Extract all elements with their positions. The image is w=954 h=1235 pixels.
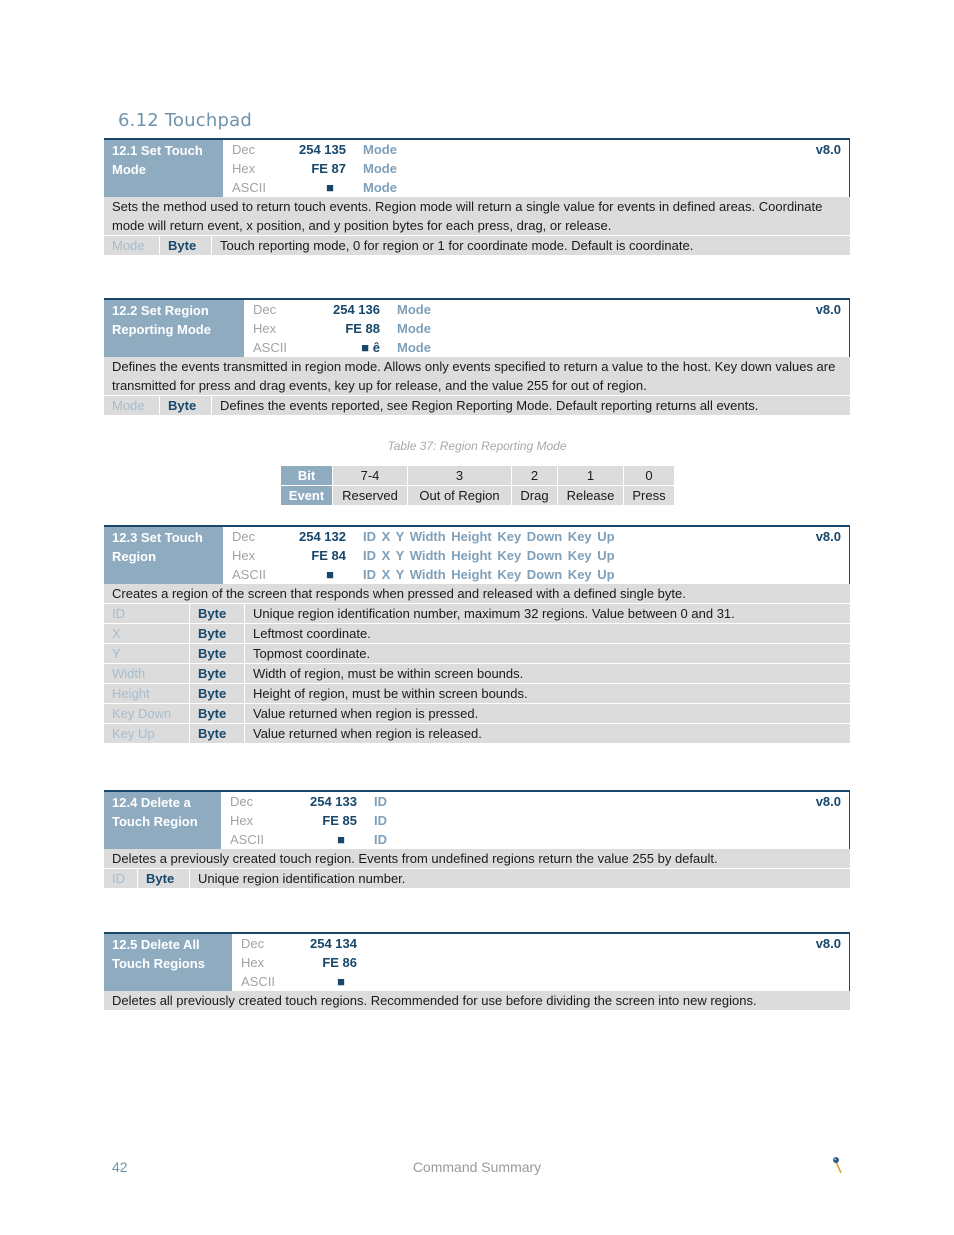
param-description: Unique region identification number, maximum 32 regions. Value between 0 and 31. bbox=[253, 606, 735, 621]
ascii-params: ID bbox=[374, 832, 387, 847]
hex-params: ID X Y Width Height Key Down Key Up bbox=[363, 548, 615, 563]
table-row bbox=[281, 486, 675, 506]
version-badge: v8.0 bbox=[815, 936, 841, 951]
version-badge: v8.0 bbox=[815, 302, 841, 317]
param-type: Byte bbox=[190, 624, 245, 643]
param-description: Unique region identification number. bbox=[198, 871, 406, 886]
param-name: Key Down bbox=[104, 704, 190, 723]
command-description: Deletes a previously created touch region. Events from undefined regions return the value 255 by default. bbox=[104, 849, 850, 869]
param-row bbox=[104, 704, 850, 724]
dec-params: Mode bbox=[397, 302, 431, 317]
param-name: Key Up bbox=[104, 724, 190, 743]
dec-value: 254 136 bbox=[333, 302, 380, 317]
command-delete-touch-region bbox=[104, 790, 850, 889]
table-row bbox=[281, 466, 675, 486]
ascii-label: ASCII bbox=[253, 340, 287, 355]
ascii-params: ID X Y Width Height Key Down Key Up bbox=[363, 567, 615, 582]
dec-value: 254 134 bbox=[310, 936, 357, 951]
param-name: Mode bbox=[104, 236, 160, 255]
param-row bbox=[104, 236, 850, 256]
param-description: Leftmost coordinate. bbox=[253, 626, 371, 641]
command-codes bbox=[244, 300, 849, 357]
footer-title: Command Summary bbox=[412, 1159, 542, 1175]
command-set-touch-region bbox=[104, 525, 850, 744]
param-description: Height of region, must be within screen bounds. bbox=[253, 686, 528, 701]
param-row bbox=[104, 684, 850, 704]
hex-params: Mode bbox=[397, 321, 431, 336]
param-description: Width of region, must be within screen bounds. bbox=[253, 666, 524, 681]
version-badge: v8.0 bbox=[815, 794, 841, 809]
logo-icon bbox=[830, 1156, 844, 1174]
param-name: X bbox=[104, 624, 190, 643]
command-description: Creates a region of the screen that responds when pressed and released with a defined single byte. bbox=[104, 584, 850, 604]
table-cell: 7-4 bbox=[333, 466, 408, 486]
command-header bbox=[104, 298, 850, 357]
ascii-value: ■ ê bbox=[361, 340, 380, 355]
dec-label: Dec bbox=[232, 142, 256, 157]
command-description: Deletes all previously created touch regions. Recommended for use before dividing the screen into new regions. bbox=[104, 991, 850, 1011]
command-name: 12.4 Delete a Touch Region bbox=[104, 792, 221, 849]
param-row bbox=[104, 664, 850, 684]
param-name: Mode bbox=[104, 396, 160, 415]
page-number: 42 bbox=[112, 1159, 128, 1175]
param-row bbox=[104, 604, 850, 624]
dec-label: Dec bbox=[253, 302, 277, 317]
ascii-label: ASCII bbox=[241, 974, 275, 989]
hex-params: ID bbox=[374, 813, 387, 828]
ascii-params: Mode bbox=[397, 340, 431, 355]
command-description: Defines the events transmitted in region mode. Allows only events specified to return a value to the host. Key down values are transmitted for press and drag events, key up for release, and the value 255 for out of region. bbox=[104, 357, 850, 396]
dec-params: ID X Y Width Height Key Down Key Up bbox=[363, 529, 615, 544]
dec-label: Dec bbox=[230, 794, 254, 809]
param-description: Topmost coordinate. bbox=[253, 646, 371, 661]
hex-value: FE 88 bbox=[345, 321, 380, 336]
param-name: Width bbox=[104, 664, 190, 683]
param-row bbox=[104, 396, 850, 416]
version-badge: v8.0 bbox=[815, 142, 841, 157]
ascii-value: ■ bbox=[337, 974, 345, 989]
command-codes bbox=[221, 792, 849, 849]
ascii-value: ■ bbox=[337, 832, 345, 847]
param-row bbox=[104, 644, 850, 664]
param-name: ID bbox=[104, 869, 138, 888]
dec-value: 254 133 bbox=[310, 794, 357, 809]
param-row bbox=[104, 869, 850, 889]
table-caption: Table 37: Region Reporting Mode bbox=[387, 439, 567, 453]
param-description: Value returned when region is released. bbox=[253, 726, 482, 741]
dec-label: Dec bbox=[241, 936, 265, 951]
param-type: Byte bbox=[190, 644, 245, 663]
hex-params: Mode bbox=[363, 161, 397, 176]
param-type: Byte bbox=[160, 236, 212, 255]
param-type: Byte bbox=[190, 684, 245, 703]
dec-params: ID bbox=[374, 794, 387, 809]
ascii-params: Mode bbox=[363, 180, 397, 195]
table-cell: Out of Region bbox=[408, 486, 512, 506]
hex-label: Hex bbox=[253, 321, 277, 336]
hex-label: Hex bbox=[230, 813, 254, 828]
ascii-label: ASCII bbox=[230, 832, 264, 847]
table-cell: 0 bbox=[624, 466, 675, 486]
command-name: 12.3 Set Touch Region bbox=[104, 527, 223, 584]
region-reporting-table bbox=[280, 465, 675, 506]
hex-label: Hex bbox=[232, 548, 256, 563]
command-description: Sets the method used to return touch events. Region mode will return a single value for events in defined areas. Coordinate mode will return event, x position, and y position bytes for each press, drag, or release. bbox=[104, 197, 850, 236]
table-cell: 3 bbox=[408, 466, 512, 486]
param-row bbox=[104, 624, 850, 644]
command-header bbox=[104, 790, 850, 849]
bit-header: Bit bbox=[281, 466, 333, 486]
table-cell: Release bbox=[558, 486, 624, 506]
param-description: Value returned when region is pressed. bbox=[253, 706, 479, 721]
param-type: Byte bbox=[190, 724, 245, 743]
hex-value: FE 86 bbox=[322, 955, 357, 970]
command-header bbox=[104, 932, 850, 991]
param-type: Byte bbox=[160, 396, 212, 415]
command-header bbox=[104, 525, 850, 584]
param-type: Byte bbox=[190, 604, 245, 623]
param-name: ID bbox=[104, 604, 190, 623]
command-codes bbox=[223, 527, 849, 584]
param-type: Byte bbox=[190, 704, 245, 723]
table-cell: Reserved bbox=[333, 486, 408, 506]
param-row bbox=[104, 724, 850, 744]
param-type: Byte bbox=[190, 664, 245, 683]
command-codes bbox=[223, 140, 849, 197]
ascii-value: ■ bbox=[326, 567, 334, 582]
param-type: Byte bbox=[138, 869, 190, 888]
param-description: Defines the events reported, see Region Reporting Mode. Default reporting returns all events. bbox=[220, 398, 759, 413]
command-header bbox=[104, 138, 850, 197]
command-set-region-reporting bbox=[104, 298, 850, 416]
ascii-label: ASCII bbox=[232, 180, 266, 195]
dec-label: Dec bbox=[232, 529, 256, 544]
command-name: 12.5 Delete All Touch Regions bbox=[104, 934, 232, 991]
ascii-label: ASCII bbox=[232, 567, 266, 582]
command-name: 12.1 Set Touch Mode bbox=[104, 140, 223, 197]
hex-value: FE 85 bbox=[322, 813, 357, 828]
dec-value: 254 132 bbox=[299, 529, 346, 544]
hex-label: Hex bbox=[232, 161, 256, 176]
hex-value: FE 87 bbox=[311, 161, 346, 176]
hex-label: Hex bbox=[241, 955, 265, 970]
table-cell: 1 bbox=[558, 466, 624, 486]
dec-value: 254 135 bbox=[299, 142, 346, 157]
table-cell: Drag bbox=[512, 486, 558, 506]
command-name: 12.2 Set Region Reporting Mode bbox=[104, 300, 244, 357]
version-badge: v8.0 bbox=[815, 529, 841, 544]
table-cell: Press bbox=[624, 486, 675, 506]
event-header: Event bbox=[281, 486, 333, 506]
command-delete-all-regions bbox=[104, 932, 850, 1011]
param-name: Y bbox=[104, 644, 190, 663]
table-cell: 2 bbox=[512, 466, 558, 486]
dec-params: Mode bbox=[363, 142, 397, 157]
command-codes bbox=[232, 934, 849, 991]
section-title: 6.12 Touchpad bbox=[118, 110, 252, 131]
hex-value: FE 84 bbox=[311, 548, 346, 563]
param-name: Height bbox=[104, 684, 190, 703]
command-set-touch-mode bbox=[104, 138, 850, 256]
ascii-value: ■ bbox=[326, 180, 334, 195]
param-description: Touch reporting mode, 0 for region or 1 for coordinate mode. Default is coordinate. bbox=[220, 238, 694, 253]
